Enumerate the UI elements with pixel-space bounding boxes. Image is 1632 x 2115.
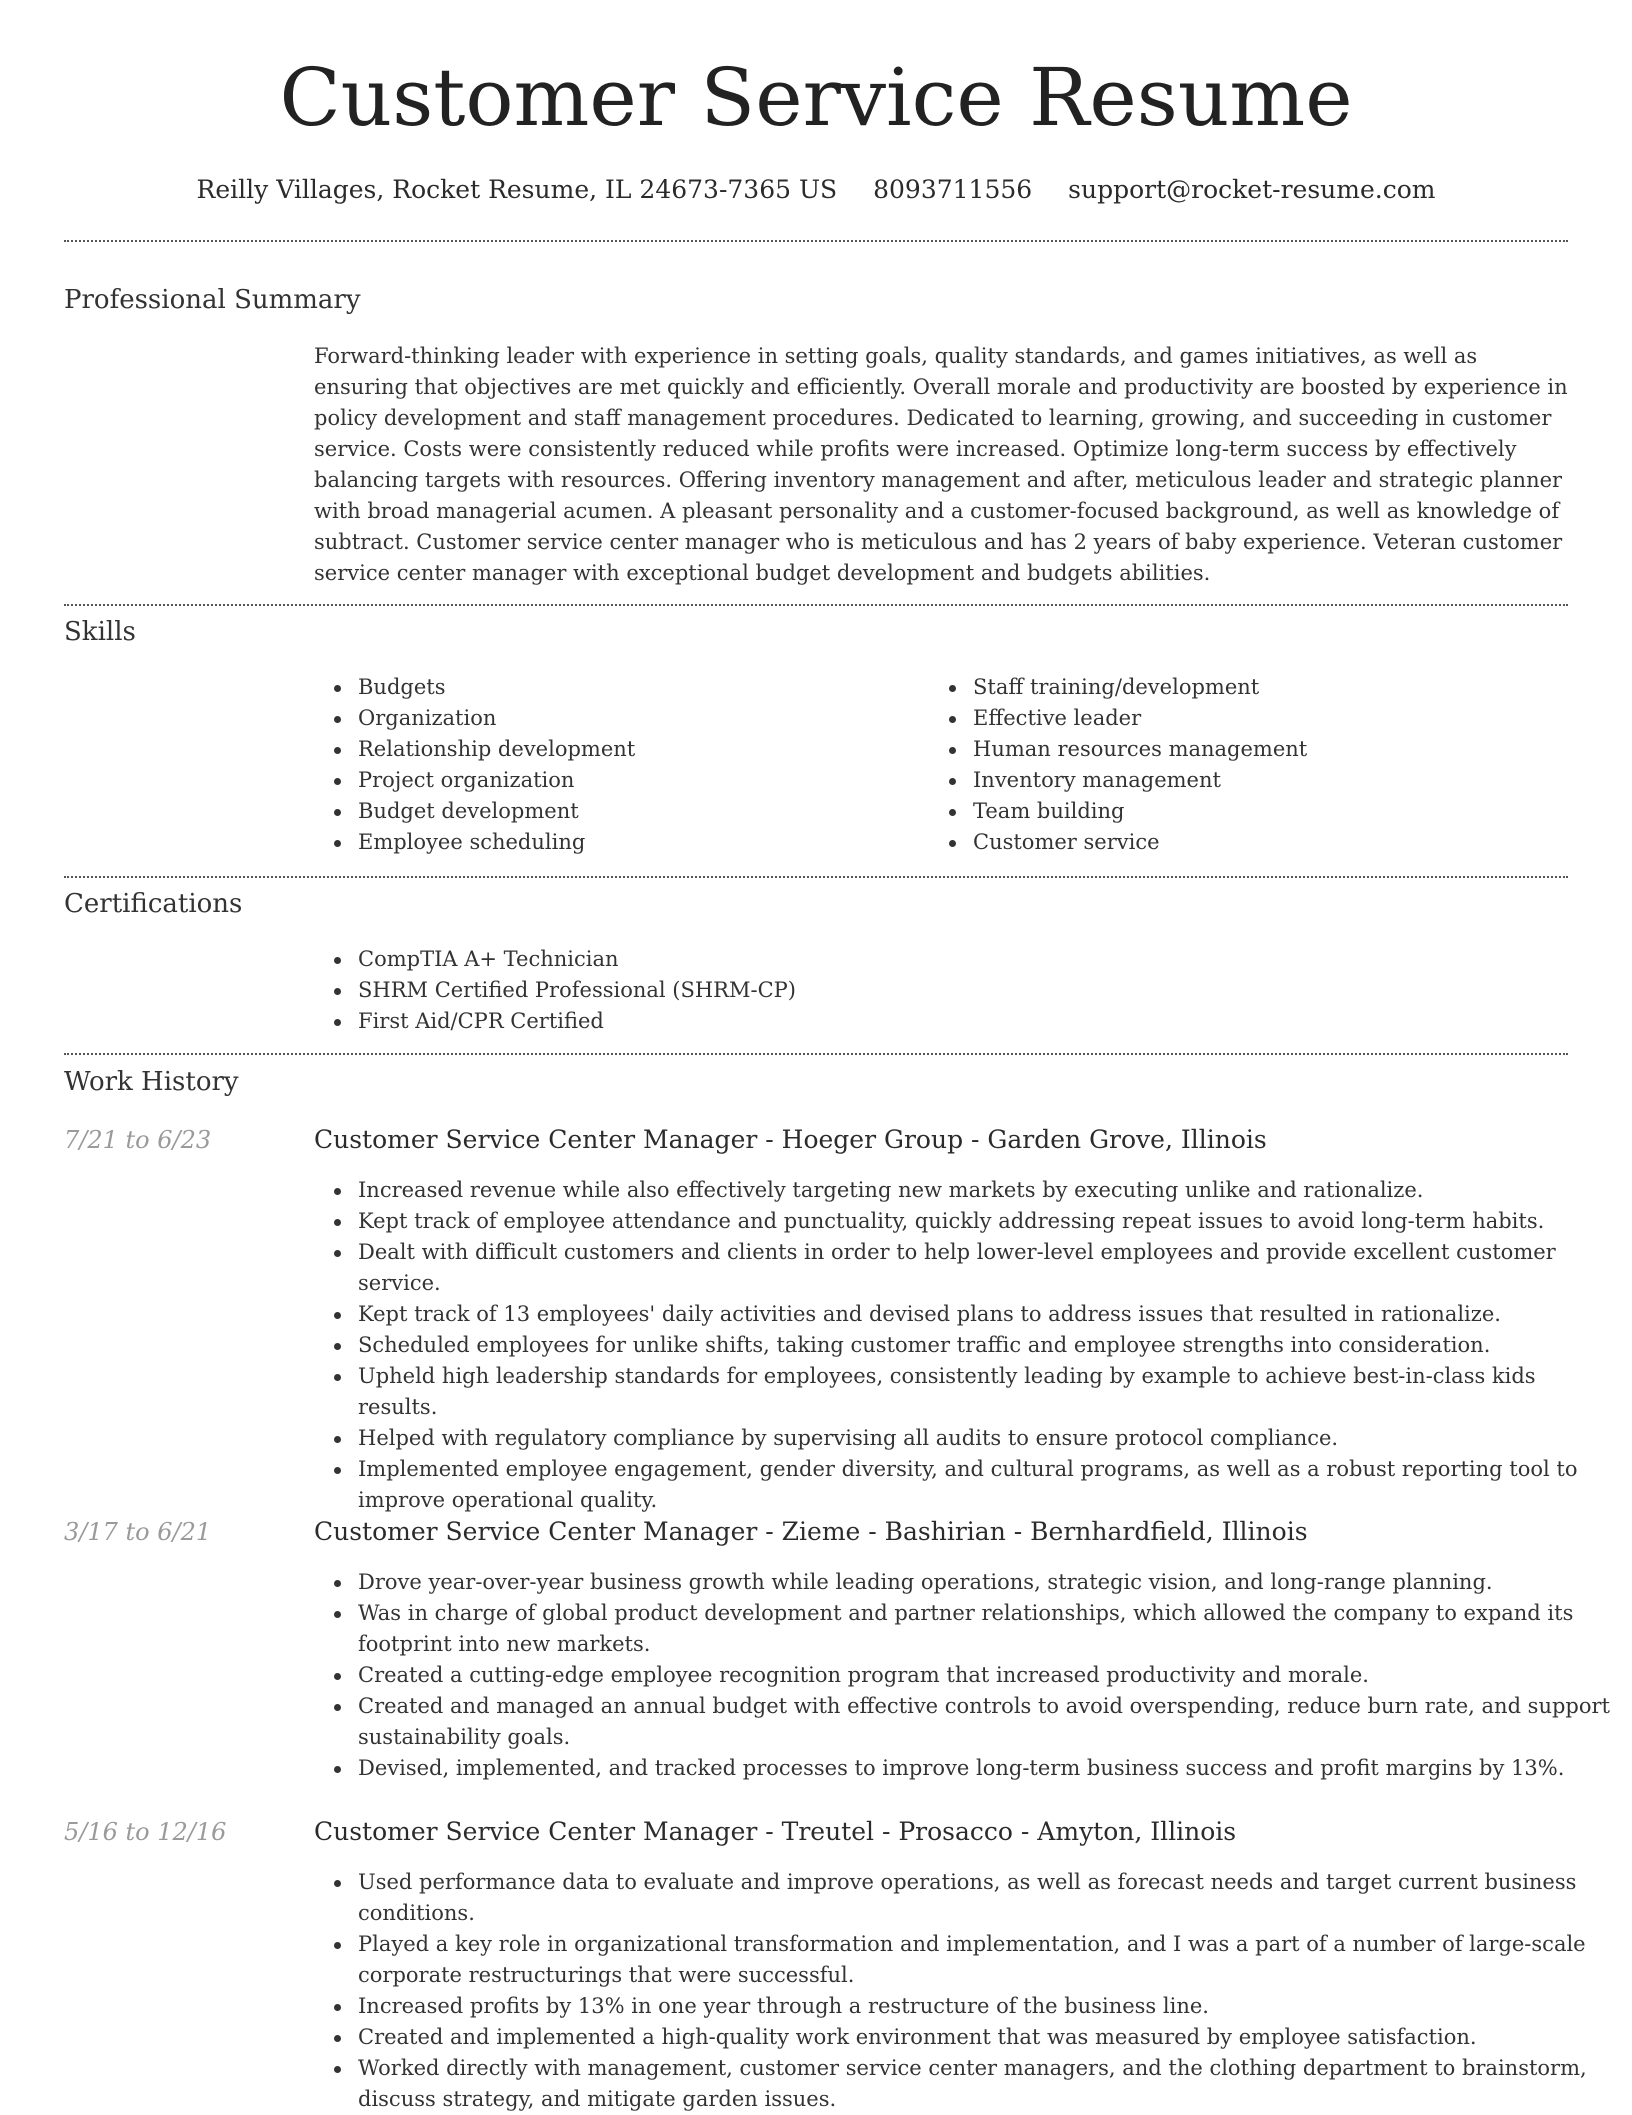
section-title-summary: Professional Summary bbox=[64, 285, 361, 315]
certification-item: First Aid/CPR Certified bbox=[358, 1006, 1558, 1037]
skills-list-right bbox=[929, 672, 1573, 858]
divider bbox=[64, 240, 1568, 242]
skill-item: Budgets bbox=[358, 672, 918, 703]
job-bullet: Created a cutting-edge employee recognition program that increased productivity and morale. bbox=[358, 1660, 1612, 1691]
skill-item: Effective leader bbox=[973, 703, 1573, 734]
contact-address: Reilly Villages, Rocket Resume, IL 24673-7365 US bbox=[196, 175, 838, 204]
job-bullet: Helped with regulatory compliance by supervising all audits to ensure protocol compliance. bbox=[358, 1423, 1612, 1454]
skill-item: Budget development bbox=[358, 796, 918, 827]
job-bullet: Increased revenue while also effectively targeting new markets by executing unlike and rationalize. bbox=[358, 1175, 1612, 1206]
skill-item: Employee scheduling bbox=[358, 827, 918, 858]
job-bullet: Played a key role in organizational transformation and implementation, and I was a part of a number of large-scale corporate restructurings that were successful. bbox=[358, 1929, 1612, 1991]
job-bullets bbox=[314, 1867, 1612, 2115]
skill-item: Team building bbox=[973, 796, 1573, 827]
job-dates: 5/16 to 12/16 bbox=[64, 1818, 227, 1846]
job-bullet: Dealt with difficult customers and clients in order to help lower-level employees and provide excellent customer service. bbox=[358, 1237, 1612, 1299]
job-bullet: Drove year-over-year business growth while leading operations, strategic vision, and long-range planning. bbox=[358, 1567, 1612, 1598]
skill-item: Human resources management bbox=[973, 734, 1573, 765]
job-bullet: Devised, implemented, and tracked processes to improve long-term business success and profit margins by 13%. bbox=[358, 1753, 1612, 1784]
job-bullet: Created and managed an annual budget with effective controls to avoid overspending, reduce burn rate, and support sustainability goals. bbox=[358, 1691, 1612, 1753]
skill-item: Project organization bbox=[358, 765, 918, 796]
job-dates: 7/21 to 6/23 bbox=[64, 1126, 212, 1154]
job-dates: 3/17 to 6/21 bbox=[64, 1518, 212, 1546]
skill-item: Staff training/development bbox=[973, 672, 1573, 703]
summary-text: Forward-thinking leader with experience in setting goals, quality standards, and games initiatives, as well as ensuring that objectives are met quickly and efficiently. Overall morale and productivity are boosted by experience in policy development and staff management procedures. Dedicated to learning, growing, and succeeding in customer service. Costs were consistently reduced while profits were increased. Optimize long-term success by effectively balancing targets with resources. Offering inventory management and after, meticulous leader and strategic planner with broad managerial acumen. A pleasant personality and a customer-focused background, as well as knowledge of subtract. Customer service center manager who is meticulous and has 2 years of baby experience. Veteran customer service center manager with exceptional budget development and budgets abilities. bbox=[314, 344, 1568, 585]
divider bbox=[64, 876, 1568, 878]
resume-title: Customer Service Resume bbox=[279, 51, 1353, 144]
job-bullet: Increased profits by 13% in one year through a restructure of the business line. bbox=[358, 1991, 1612, 2022]
section-title-certifications: Certifications bbox=[64, 889, 243, 919]
job-bullet: Kept track of 13 employees' daily activities and devised plans to address issues that resulted in rationalize. bbox=[358, 1299, 1612, 1330]
skill-item: Inventory management bbox=[973, 765, 1573, 796]
skill-item: Customer service bbox=[973, 827, 1573, 858]
job-bullet: Used performance data to evaluate and improve operations, as well as forecast needs and target current business conditions. bbox=[358, 1867, 1612, 1929]
job-bullet: Was in charge of global product development and partner relationships, which allowed the company to expand its footprint into new markets. bbox=[358, 1598, 1612, 1660]
contact-line bbox=[0, 170, 1632, 210]
skills-list-left bbox=[314, 672, 918, 858]
section-title-skills: Skills bbox=[64, 617, 136, 647]
skill-item: Relationship development bbox=[358, 734, 918, 765]
job-bullet: Implemented employee engagement, gender diversity, and cultural programs, as well as a robust reporting tool to improve operational quality. bbox=[358, 1454, 1612, 1516]
job-bullet: Scheduled employees for unlike shifts, taking customer traffic and employee strengths into consideration. bbox=[358, 1330, 1612, 1361]
job-bullets bbox=[314, 1175, 1612, 1516]
divider bbox=[64, 604, 1568, 606]
job-bullets bbox=[314, 1567, 1612, 1784]
job-bullet: Created and implemented a high-quality work environment that was measured by employee satisfaction. bbox=[358, 2022, 1612, 2053]
skill-item: Organization bbox=[358, 703, 918, 734]
job-bullet: Upheld high leadership standards for employees, consistently leading by example to achieve best-in-class kids results. bbox=[358, 1361, 1612, 1423]
job-title: Customer Service Center Manager - Hoeger Group - Garden Grove, Illinois bbox=[314, 1125, 1267, 1154]
divider bbox=[64, 1053, 1568, 1055]
contact-email: support@rocket-resume.com bbox=[1068, 175, 1436, 204]
job-title: Customer Service Center Manager - Zieme - Bashirian - Bernhardfield, Illinois bbox=[314, 1517, 1308, 1546]
certification-item: SHRM Certified Professional (SHRM-CP) bbox=[358, 975, 1558, 1006]
certification-item: CompTIA A+ Technician bbox=[358, 944, 1558, 975]
contact-phone: 8093711556 bbox=[873, 175, 1033, 204]
job-title: Customer Service Center Manager - Treutel - Prosacco - Amyton, Illinois bbox=[314, 1817, 1237, 1846]
certifications-list bbox=[314, 944, 1558, 1037]
job-bullet: Kept track of employee attendance and punctuality, quickly addressing repeat issues to avoid long-term habits. bbox=[358, 1206, 1612, 1237]
job-bullet: Worked directly with management, customer service center managers, and the clothing department to brainstorm, discuss strategy, and mitigate garden issues. bbox=[358, 2053, 1612, 2115]
section-title-work-history: Work History bbox=[64, 1067, 239, 1097]
